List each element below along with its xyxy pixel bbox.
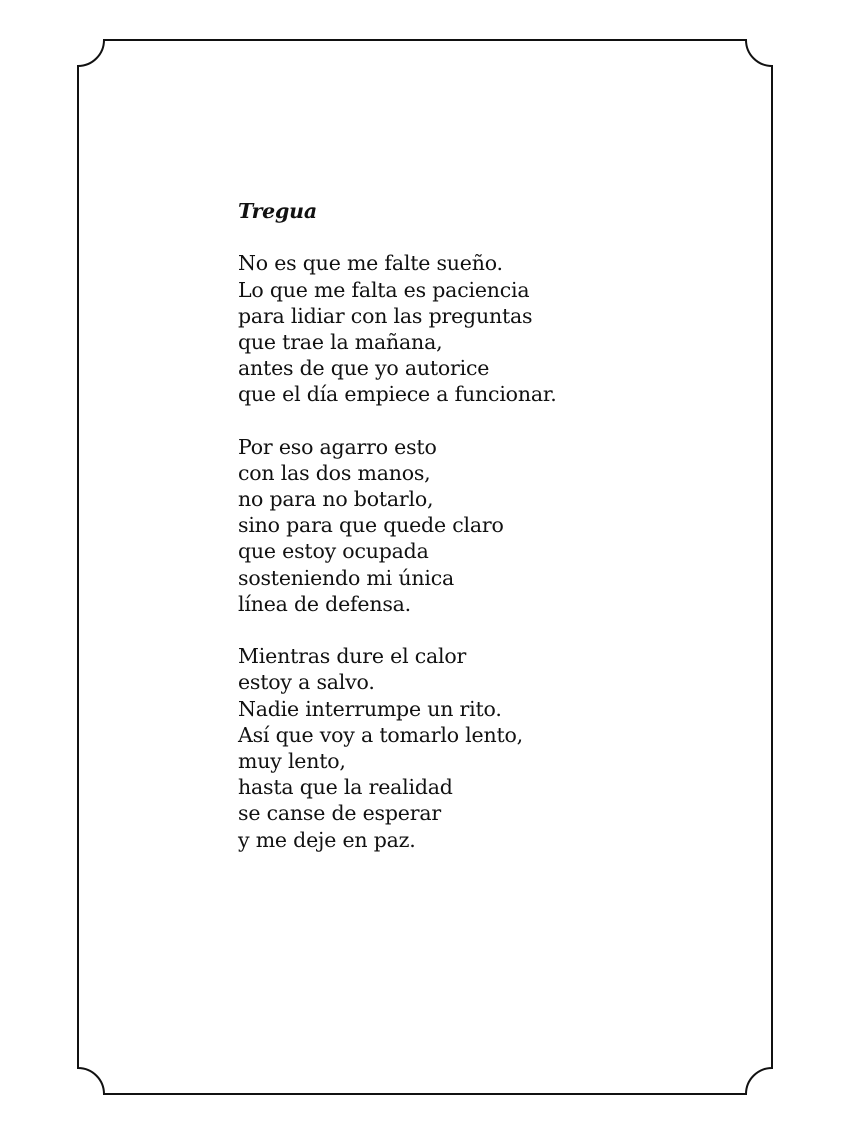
verse-line: hasta que la realidad bbox=[238, 775, 453, 800]
stanza-1 bbox=[238, 250, 778, 407]
verse-line: Nadie interrumpe un rito. bbox=[238, 696, 502, 721]
verse-line: con las dos manos, bbox=[238, 460, 431, 485]
poem-title: Tregua bbox=[238, 199, 317, 223]
verse-line: muy lento, bbox=[238, 748, 346, 773]
verse-line: que trae la mañana, bbox=[238, 329, 443, 354]
verse-line: y me deje en paz. bbox=[238, 827, 416, 852]
verse-line: Así que voy a tomarlo lento, bbox=[238, 722, 523, 747]
verse-line: No es que me falte sueño. bbox=[238, 251, 503, 276]
verse-line: línea de defensa. bbox=[238, 591, 411, 616]
verse-line: Mientras dure el calor bbox=[238, 644, 467, 669]
stanza-2 bbox=[238, 434, 778, 617]
verse-line: para lidiar con las preguntas bbox=[238, 303, 533, 328]
verse-line: no para no botarlo, bbox=[238, 487, 434, 512]
verse-line: estoy a salvo. bbox=[238, 670, 375, 695]
verse-line: que el día empiece a funcionar. bbox=[238, 382, 557, 407]
verse-line: sino para que quede claro bbox=[238, 513, 504, 538]
verse-line: se canse de esperar bbox=[238, 801, 441, 826]
poem bbox=[238, 198, 778, 879]
verse-line: antes de que yo autorice bbox=[238, 356, 490, 381]
verse-line: que estoy ocupada bbox=[238, 539, 429, 564]
stanza-3 bbox=[238, 643, 778, 853]
verse-line: sosteniendo mi única bbox=[238, 565, 455, 590]
verse-line: Por eso agarro esto bbox=[238, 434, 437, 459]
verse-line: Lo que me falta es paciencia bbox=[238, 277, 530, 302]
